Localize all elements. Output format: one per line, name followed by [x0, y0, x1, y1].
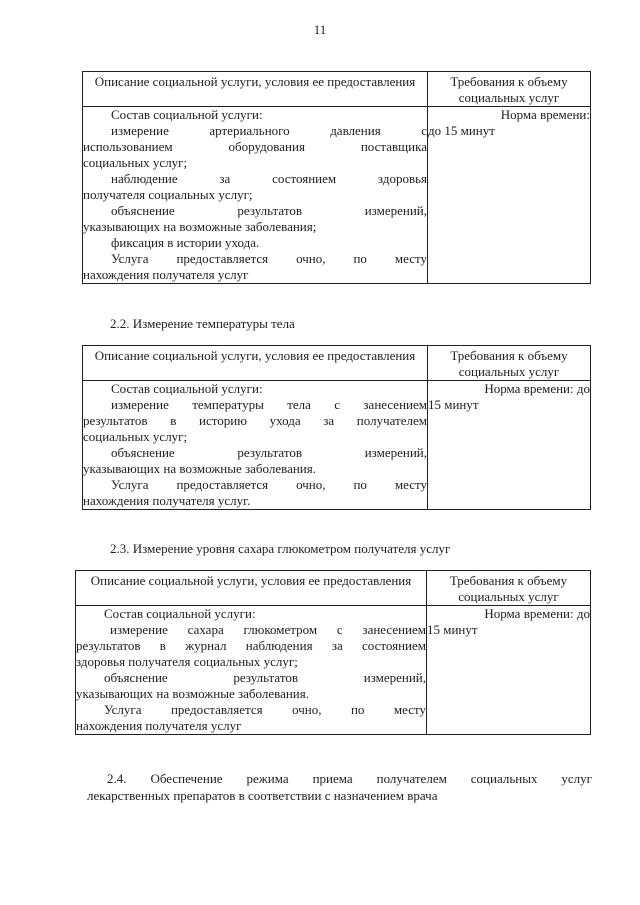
section-heading-2-3: 2.3. Измерение уровня сахара глюкометром получателя услуг [110, 541, 451, 556]
text-line: объяснение результатов измерений, [104, 670, 426, 685]
text-line: Состав социальной услуги: [111, 107, 263, 122]
header-requirements: Требования к объему социальных услуг [428, 72, 591, 107]
header-requirements: Требования к объему социальных услуг [428, 346, 591, 381]
description-cell [76, 606, 427, 735]
text-line: здоровья получателя социальных услуг; [76, 654, 298, 669]
description-cell [83, 381, 428, 510]
text-line: объяснение результатов измерений, [111, 445, 427, 460]
section-heading-2-4 [87, 770, 592, 804]
text-line: нахождения получателя услуг [83, 267, 249, 282]
norm-line: Норма времени: [500, 107, 590, 122]
text-line: Состав социальной услуги: [111, 381, 263, 396]
table-header-row [76, 571, 591, 606]
text-line: нахождения получателя услуг. [83, 493, 251, 508]
text-line: нахождения получателя услуг [76, 718, 242, 733]
text-line: Услуга предоставляется очно, по месту [104, 702, 426, 717]
text-line: 2.4. Обеспечение режима приема получателем социальных услуг [107, 771, 592, 786]
norm-line: Норма времени: до [484, 606, 590, 621]
table-row [83, 381, 591, 510]
text-line: результатов в журнал наблюдения за состоянием [76, 638, 426, 653]
norm-line: Норма времени: до [484, 381, 590, 396]
text-line: наблюдение за состоянием здоровья [111, 171, 427, 186]
text-line: указывающих на возможные заболевания. [76, 686, 309, 701]
norm-cell [427, 606, 591, 735]
text-line: измерение артериального давления с [111, 123, 427, 138]
header-description: Описание социальной услуги, условия ее предоставления [83, 346, 428, 381]
table-row [76, 606, 591, 735]
header-description: Описание социальной услуги, условия ее предоставления [76, 571, 427, 606]
text-line: Состав социальной услуги: [104, 606, 256, 621]
norm-line: 15 минут [428, 397, 479, 412]
text-line: измерение сахара глюкометром с занесением [110, 622, 426, 637]
text-line: измерение температуры тела с занесением [111, 397, 427, 412]
text-line: получателя социальных услуг; [83, 187, 253, 202]
text-line: использованием оборудования поставщика [83, 139, 427, 154]
header-requirements: Требования к объему социальных услуг [427, 571, 591, 606]
norm-line: 15 минут [427, 622, 478, 637]
service-table-2-3 [75, 570, 591, 735]
service-table-2-2 [82, 345, 591, 510]
text-line: социальных услуг; [83, 155, 188, 170]
text-line: результатов в историю ухода за получателем [83, 413, 427, 428]
section-heading-2-2: 2.2. Измерение температуры тела [110, 316, 295, 331]
table-header-row [83, 72, 591, 107]
page-number: 11 [313, 22, 327, 37]
text-line: Услуга предоставляется очно, по месту [111, 477, 427, 492]
text-line: лекарственных препаратов в соответствии с назначением врача [87, 788, 438, 803]
norm-cell [428, 381, 591, 510]
text-line: указывающих на возможные заболевания; [83, 219, 317, 234]
norm-cell [428, 107, 591, 284]
text-line: фиксация в истории ухода. [111, 235, 260, 250]
service-table-2-1 [82, 71, 591, 284]
text-line: Услуга предоставляется очно, по месту [111, 251, 427, 266]
norm-line: до 15 минут [428, 123, 495, 138]
text-line: указывающих на возможные заболевания. [83, 461, 316, 476]
header-description: Описание социальной услуги, условия ее предоставления [83, 72, 428, 107]
description-cell [83, 107, 428, 284]
text-line: объяснение результатов измерений, [111, 203, 427, 218]
table-header-row [83, 346, 591, 381]
table-row [83, 107, 591, 284]
text-line: социальных услуг; [83, 429, 188, 444]
